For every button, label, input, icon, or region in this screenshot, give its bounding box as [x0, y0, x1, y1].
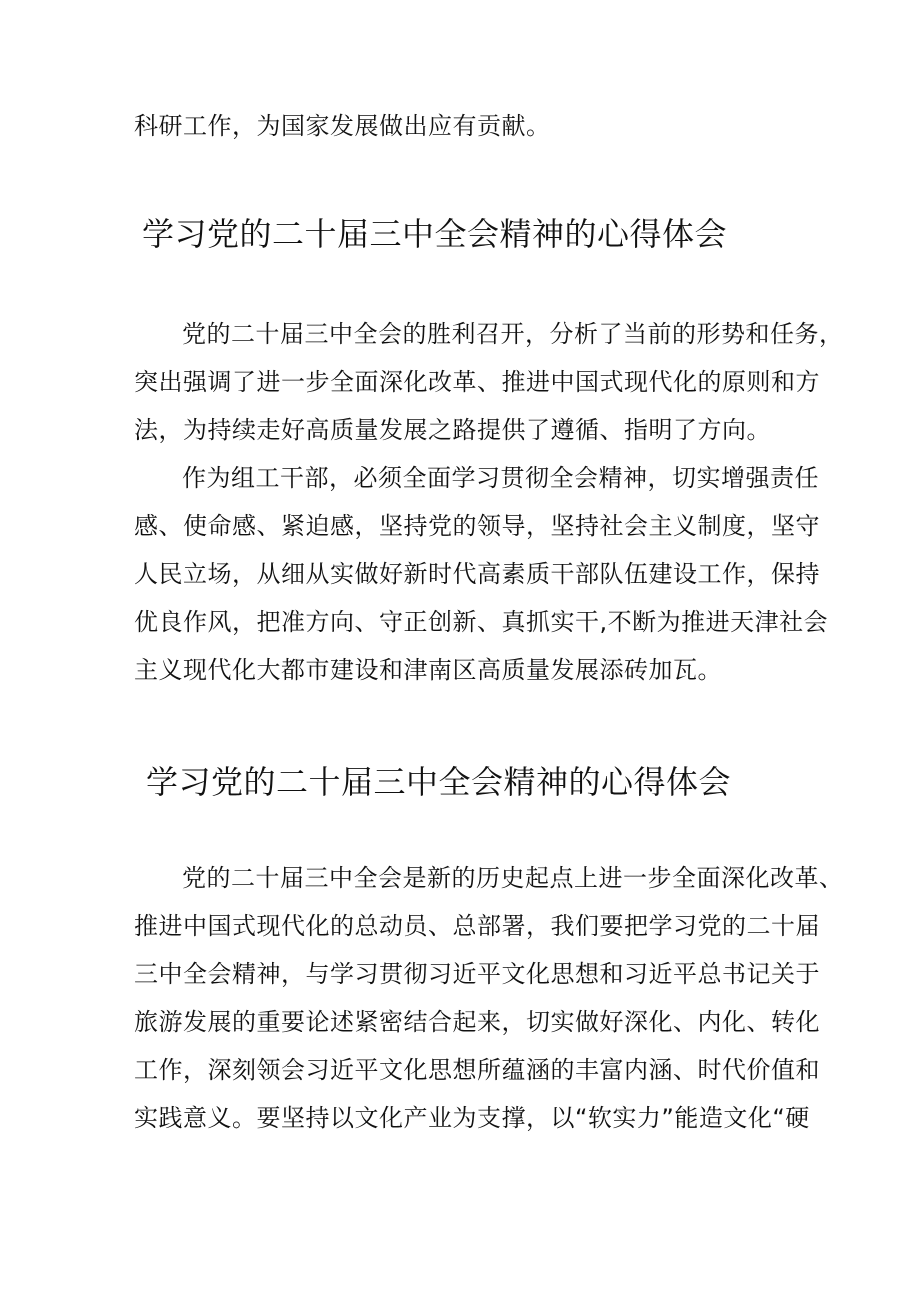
section-1-line-1: 党的二十届三中全会的胜利召开，分析了当前的形势和任务，	[182, 320, 844, 348]
section-1-line-2: 突出强调了进一步全面深化改革、推进中国式现代化的原则和方	[134, 368, 820, 396]
section-2-line-1: 党的二十届三中全会是新的历史起点上进一步全面深化改革、	[182, 864, 844, 892]
section-2-line-3: 三中全会精神，与学习贯彻习近平文化思想和习近平总书记关于	[134, 960, 820, 988]
section-1-line-3: 法，为持续走好高质量发展之路提供了遵循、指明了方向。	[134, 416, 771, 444]
section-1-line-6: 人民立场，从细从实做好新时代高素质干部队伍建设工作，保持	[134, 560, 820, 588]
section-1-line-4: 作为组工干部，必须全面学习贯彻全会精神，切实增强责任	[182, 464, 819, 492]
section-2-line-5: 工作，深刻领会习近平文化思想所蕴涵的丰富内涵、时代价值和	[134, 1056, 820, 1084]
section-2-line-6: 实践意义。要坚持以文化产业为支撑，以“软实力”能造文化“硬	[134, 1104, 810, 1132]
section-1-line-8: 主义现代化大都市建设和津南区高质量发展添砖加瓦。	[134, 656, 722, 684]
section-1-line-5: 感、使命感、紧迫感，坚持党的领导，坚持社会主义制度，坚守	[134, 512, 820, 540]
section-2-line-4: 旅游发展的重要论述紧密结合起来，切实做好深化、内化、转化	[134, 1008, 820, 1036]
section-1-line-7: 优良作风，把准方向、守正创新、真抓实干,不断为推进天津社会	[134, 608, 829, 636]
section-2-line-2: 推进中国式现代化的总动员、总部署，我们要把学习党的二十届	[134, 912, 820, 940]
section-2-title: 学习党的二十届三中全会精神的心得体会	[146, 763, 732, 801]
intro-line: 科研工作，为国家发展做出应有贡献。	[134, 112, 551, 140]
section-1-title: 学习党的二十届三中全会精神的心得体会	[142, 215, 728, 253]
